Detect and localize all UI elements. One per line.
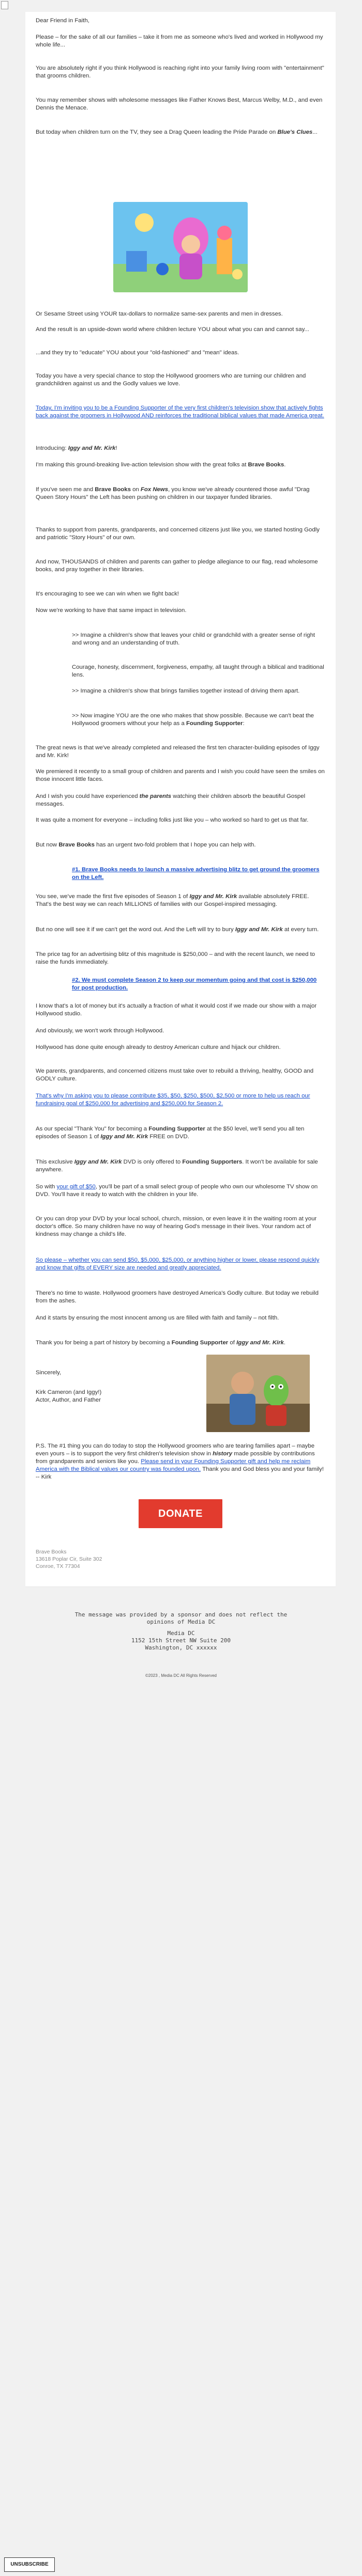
paragraph: But today when children turn on the TV, they see a Drag Queen leading the Pride Parade on Blue's Clues... [36, 129, 318, 135]
paragraph: And the result is an upside-down world where children lecture YOU about what you can and cannot say... [36, 326, 309, 333]
paragraph: Or you can drop your DVD by your local school, church, mission, or even leave it in the waiting room at your doctor's office. So many children have no way of hearing God's message in their lives. Your random act of kindness may change a child's life. [36, 1216, 317, 1237]
paragraph-link[interactable] [36, 404, 325, 420]
paragraph-link[interactable] [72, 977, 325, 992]
advertising-blitz-link[interactable]: #1. Brave Books needs to launch a massive advertising blitz to get ground the groomers on the Left. [72, 867, 320, 881]
kirk-cameron-photo [206, 1355, 310, 1432]
paragraph-link[interactable] [72, 866, 325, 882]
quote: >> Imagine a children's show that leaves your child or grandchild with a greater sense of right and wrong and an understanding of truth. [72, 632, 315, 646]
footer-city: Washington, DC xxxxxx [145, 1644, 217, 1651]
address-org: Brave Books [36, 1549, 67, 1555]
signature-name: Kirk Cameron (and Iggy!) [36, 1389, 102, 1395]
paragraph: But no one will see it if we can't get the word out. And the Left will try to bury Iggy and Mr. Kirk at every turn. [36, 926, 319, 933]
paragraph: And it starts by ensuring the most innocent among us are filled with faith and family – not filth. [36, 1315, 279, 1321]
paragraph: The great news is that we've already completed and released the first ten character-building episodes of Iggy and Mr. Kirk! [36, 745, 320, 759]
paragraph: And obviously, we won't work through Hollywood. [36, 1028, 164, 1034]
paragraph: I'm making this ground-breaking live-action television show with the great folks at Brave Books. [36, 462, 286, 468]
paragraph: Please – for the sake of all our families – take it from me as someone who's lived and worked in Hollywood my whole life... [36, 34, 323, 48]
paragraph: I know that's a lot of money but it's actually a fraction of what it would cost if we made our show with a major Hollywood studio. [36, 1003, 317, 1017]
ps-founding-supporter-link[interactable]: Please send in your Founding Supporter gift and help me reclaim America with the Biblical values our country was founded upon. [36, 1458, 311, 1472]
address-city: Conroe, TX 77304 [36, 1563, 80, 1569]
contribute-link[interactable]: That's why I'm asking you to please contribute $35, $50, $250, $500, $2,500 or more to help us reach our fundraising goal of $250,000 for advertising and $250,000 for Season 2. [36, 1093, 310, 1107]
postscript: P.S. The #1 thing you can do today to stop the Hollywood groomers who are tearing families apart – maybe even yours – is to support the very first children's television show in history made possible by contributions from grandparents and seniors like you. Please send in your Founding Supporter gift and help me reclaim America with the Biblical values our country was founded upon. Thank you and God bless you and your family! -- Kirk [36, 1443, 324, 1480]
donate-button[interactable]: DONATE [139, 1499, 222, 1528]
paragraph: We premiered it recently to a small group of children and parents and I wish you could have seen the smiles on those innocent little faces. [36, 768, 325, 782]
paragraph: You see, we've made the first five episodes of Season 1 of Iggy and Mr. Kirk available absolutely FREE. That's the best way we can reach MILLIONS of families with our Gospel-inspired messaging. [36, 893, 309, 907]
quote: >> Now imagine YOU are the one who makes that show possible. Because we can't beat the Hollywood groomers without your help as a Founding Supporter: [72, 713, 314, 727]
signature-title: Actor, Author, and Father [36, 1397, 101, 1403]
copyright: ©2023 , Media DC All Rights Reserved [145, 1673, 217, 1678]
broken-image-icon [1, 1, 8, 9]
paragraph: And now, THOUSANDS of children and parents can gather to pledge allegiance to our flag, read wholesome books, and pray together in their libraries. [36, 559, 318, 573]
paragraph: We parents, grandparents, and concerned citizens must take over to rebuild a thriving, healthy, GOOD and GODLY culture. [36, 1068, 314, 1082]
paragraph: Hollywood has done quite enough already to destroy American culture and hijack our children. [36, 1044, 281, 1050]
founding-supporter-link[interactable]: Today, I'm inviting you to be a Founding Supporter of the very first children's television show that actively fights back against the groomers in Hollywood AND reinforces the traditional biblical values that made America great. [36, 405, 324, 419]
footer-street: 1152 15th Street NW Suite 200 [131, 1637, 231, 1644]
quote: Courage, honesty, discernment, forgiveness, empathy, all taught through a biblical and traditional lens. [72, 664, 324, 678]
paragraph: As our special "Thank You" for becoming a Founding Supporter at the $50 level, we'll send you all ten episodes of Season 1 of Iggy and Mr. Kirk FREE on DVD. [36, 1126, 305, 1140]
email-card [25, 12, 336, 1587]
paragraph: Today you have a very special chance to stop the Hollywood groomers who are turning our children and grandchildren against us and the Godly values we love. [36, 373, 306, 387]
paragraph: If you've seen me and Brave Books on Fox News, you know we've already countered those awful "Drag Queen Story Hours" the Left has been pushing on children in our taxpayer funded libraries. [36, 486, 310, 500]
season-two-link[interactable]: #2. We must complete Season 2 to keep our momentum going and that cost is $250,000 for post production. [72, 977, 317, 991]
paragraph-link[interactable] [36, 1092, 325, 1108]
paragraph: Or Sesame Street using YOUR tax-dollars to normalize same-sex parents and men in dresses. [36, 311, 283, 317]
paragraph: It was quite a moment for everyone – including folks just like you – who worked so hard to get us that far. [36, 817, 309, 823]
greeting: Dear Friend in Faith, [36, 18, 89, 24]
drag-queen-illustration [113, 202, 248, 292]
paragraph: It's encouraging to see we can win when we fight back! [36, 591, 179, 597]
paragraph-link[interactable] [36, 1256, 325, 1272]
paragraph: Introducing: Iggy and Mr. Kirk! [36, 445, 117, 451]
paragraph: Thank you for being a part of history by becoming a Founding Supporter of Iggy and Mr. Kirk. [36, 1340, 286, 1346]
paragraph: So with your gift of $50, you'll be part of a small select group of people who own our wholesome TV show on DVD. You'll have it ready to watch with the children in your life. [36, 1184, 318, 1198]
footer-org: Media DC [167, 1630, 195, 1637]
address-street: 13618 Poplar Cir, Suite 302 [36, 1556, 102, 1562]
gift-50-link[interactable]: your gift of $50 [56, 1184, 96, 1190]
quote: >> Imagine a children's show that brings families together instead of driving them apart. [72, 688, 300, 694]
paragraph: There's no time to waste. Hollywood groomers have destroyed America's Godly culture. But today we rebuild from the ashes. [36, 1290, 319, 1304]
sponsor-footer [0, 1611, 362, 1652]
paragraph: The price tag for an advertising blitz of this magnitude is $250,000 – and with the recent launch, we need to raise the funds immediately. [36, 951, 315, 965]
sender-address [36, 1548, 191, 1570]
paragraph: Thanks to support from parents, grandparents, and concerned citizens just like you, we started hosting Godly and patriotic "Story Hours" of our own. [36, 527, 320, 541]
unsubscribe-button[interactable]: UNSUBSCRIBE [4, 2557, 55, 2572]
paragraph: This exclusive Iggy and Mr. Kirk DVD is only offered to Founding Supporters. It won't be available for sale anywhere. [36, 1159, 318, 1173]
paragraph: You are absolutely right if you think Hollywood is reaching right into your family living room with "entertainment" that grooms children. [36, 65, 324, 79]
top-bar [0, 0, 362, 11]
paragraph: Now we're working to have that same impact in television. [36, 607, 187, 614]
paragraph: But now Brave Books has an urgent two-fold problem that I hope you can help with. [36, 842, 256, 848]
footer-disclaimer-2: opinions of Media DC [146, 1619, 216, 1625]
paragraph: And I wish you could have experienced the parents watching their children absorb the beautiful Gospel messages. [36, 793, 306, 807]
closing: Sincerely, [36, 1370, 62, 1376]
paragraph: You may remember shows with wholesome messages like Father Knows Best, Marcus Welby, M.D., and even Dennis the Menace. [36, 97, 323, 111]
gift-any-size-link[interactable]: So please – whether you can send $50, $5,000, $25,000, or anything higher or lower, please respond quickly and know that gifts of EVERY size are needed and greatly appreciated. [36, 1257, 320, 1271]
footer-disclaimer-1: The message was provided by a sponsor and does not reflect the [74, 1611, 288, 1618]
paragraph: ...and they try to "educate" YOU about your "old-fashioned" and "mean" ideas. [36, 350, 239, 356]
